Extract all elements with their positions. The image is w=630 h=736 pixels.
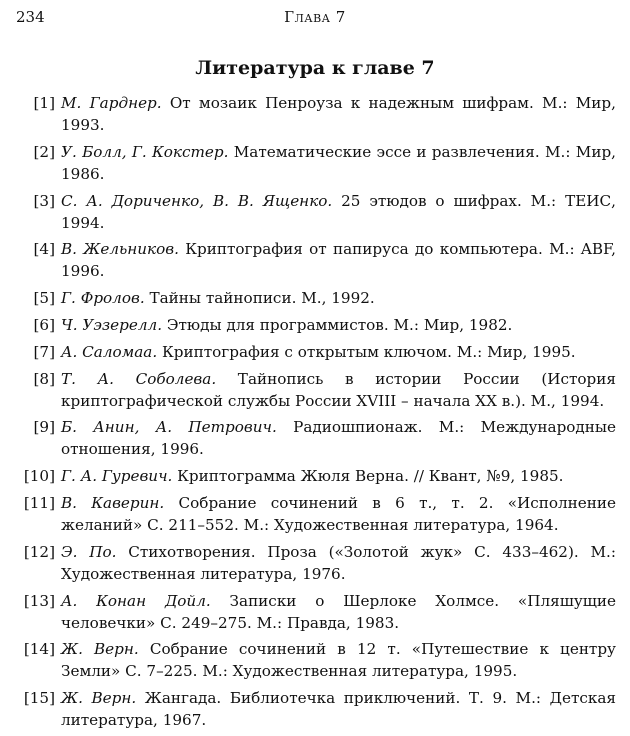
reference-author: С. А. Дориченко, В. В. Ященко.: [61, 191, 333, 210]
reference-text: Этюды для программистов. М.: Мир, 1982.: [162, 315, 513, 334]
chapter-label: Глава 7: [284, 8, 346, 26]
running-head: [16, 8, 614, 30]
reference-number: [10]: [23, 467, 55, 486]
reference-author: Ж. Верн.: [61, 640, 139, 659]
reference-author: У. Болл, Г. Кокстер.: [61, 142, 229, 161]
reference-item: [20, 590, 616, 634]
reference-text: Собрание сочинений в 6 т., т. 2. «Исполнение желаний» С. 211–552. М.: Художественная литература, 1964.: [61, 493, 616, 534]
reference-number: [7]: [33, 342, 55, 361]
reference-item: [20, 141, 616, 185]
reference-author: Ж. Верн.: [61, 689, 137, 708]
reference-author: Б. Анин, А. Петрович.: [61, 418, 277, 437]
reference-item: [20, 341, 616, 363]
reference-item: [20, 687, 616, 731]
reference-number: [9]: [33, 418, 55, 437]
reference-text: Радиошпионаж. М.: Международные отношения, 1996.: [61, 418, 616, 459]
reference-number: [5]: [33, 289, 55, 308]
reference-author: Ч. Уэзерелл.: [61, 315, 163, 334]
reference-item: [20, 638, 616, 682]
reference-number: [12]: [23, 542, 55, 561]
reference-number: [4]: [33, 240, 55, 259]
reference-item: [20, 465, 616, 487]
reference-item: [20, 541, 616, 585]
reference-text: Тайны тайнописи. М., 1992.: [144, 289, 375, 308]
reference-author: Т. А. Соболева.: [61, 369, 217, 388]
page-number: 234: [16, 8, 45, 26]
reference-number: [8]: [33, 369, 55, 388]
reference-number: [2]: [33, 142, 55, 161]
reference-author: В. Жельников.: [61, 240, 179, 259]
reference-author: Г. А. Гуревич.: [61, 467, 173, 486]
reference-number: [15]: [23, 689, 55, 708]
reference-item: [20, 92, 616, 136]
reference-item: [20, 492, 616, 536]
reference-text: Криптография с открытым ключом. М.: Мир, 1995.: [157, 342, 576, 361]
reference-list: [20, 92, 616, 736]
reference-text: Записки о Шерлоке Холмсе. «Пляшущие человечки» С. 249–275. М.: Правда, 1983.: [61, 591, 616, 632]
reference-number: [1]: [33, 94, 55, 112]
reference-author: А. Саломаа.: [61, 342, 158, 361]
reference-item: [20, 368, 616, 412]
reference-author: А. Конан Дойл.: [61, 591, 211, 610]
reference-text: 25 этюдов о шифрах. М.: ТЕИС, 1994.: [61, 191, 616, 232]
reference-text: Жангада. Библиотечка приключений. Т. 9. М.: Детская литература, 1967.: [61, 689, 617, 730]
reference-item: [20, 190, 616, 234]
section-title: Литература к главе 7: [195, 57, 435, 79]
reference-number: [13]: [23, 591, 55, 610]
reference-item: [20, 314, 616, 336]
reference-text: Тайнопись в истории России (История криптографической службы России XVIII – начала XX в.). М., 1994.: [61, 369, 616, 410]
reference-text: Математические эссе и развлечения. М.: Мир, 1986.: [61, 142, 616, 183]
reference-number: [3]: [33, 191, 55, 210]
reference-number: [14]: [23, 640, 55, 659]
reference-item: [20, 287, 616, 309]
reference-author: В. Каверин.: [61, 493, 165, 512]
reference-item: [20, 238, 616, 282]
reference-number: [11]: [23, 493, 55, 512]
reference-author: Э. По.: [61, 542, 117, 561]
reference-text: Криптография от папируса до компьютера. М.: ABF, 1996.: [61, 240, 616, 281]
reference-author: М. Гарднер.: [61, 94, 162, 112]
reference-text: Собрание сочинений в 12 т. «Путешествие к центру Земли» С. 7–225. М.: Художественная литература, 1995.: [61, 640, 616, 681]
reference-text: Стихотворения. Проза («Золотой жук» С. 433–462). М.: Художественная литература, 1976.: [61, 542, 616, 583]
reference-author: Г. Фролов.: [61, 289, 145, 308]
reference-item: [20, 416, 616, 460]
reference-text: От мозаик Пенроуза к надежным шифрам. М.: Мир, 1993.: [61, 94, 616, 134]
reference-text: Криптограмма Жюля Верна. // Квант, №9, 1985.: [172, 467, 564, 486]
reference-number: [6]: [33, 315, 55, 334]
